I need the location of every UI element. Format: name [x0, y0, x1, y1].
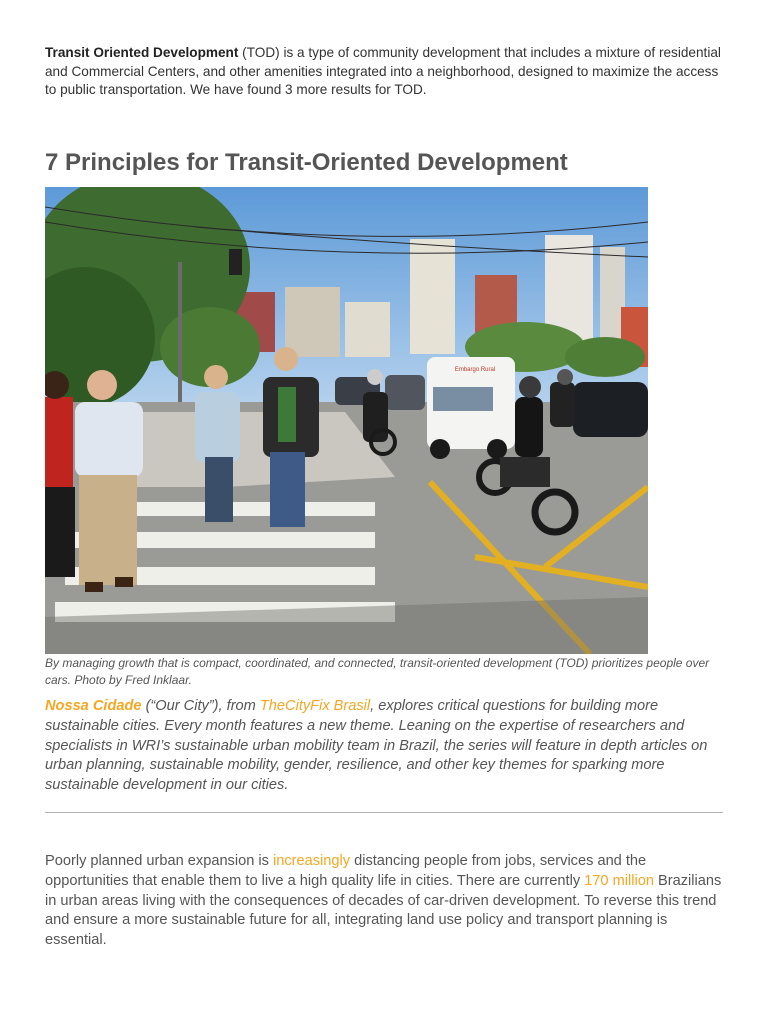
intro-text: (TOD) is a type of community development that includes a mixture of residential and Commercial Centers, and other amenities integrated into a neighborhood, designed to maximize the access to public transportation. We have found 3 more results for TOD. — [45, 45, 721, 97]
street-scene-image — [45, 187, 648, 654]
intro-term: Transit Oriented Development — [45, 45, 239, 60]
series-text-2: , explores critical questions for building more sustainable cities. Every month features a new theme. Leaning on the expertise of researchers and specialists in WRI’s sustainable urban mobility team in Brazil, the series will feature in depth articles on urban planning, sustainable mobility, gender, resilience, and other key themes for sparking more sustainable development in our cities. — [45, 698, 708, 794]
traffic-light — [229, 249, 242, 275]
intro-paragraph — [45, 44, 725, 100]
body-paragraph — [45, 852, 725, 951]
increasingly-link[interactable]: increasingly — [272, 853, 351, 869]
white-truck — [427, 357, 515, 459]
series-intro — [45, 697, 725, 796]
divider — [45, 812, 723, 813]
article-photo — [45, 187, 648, 654]
body-text-2: distancing people from jobs, services and the opportunities that enable them to live a high quality life in cities. There are currently — [45, 853, 647, 889]
series-brand-link[interactable]: Nossa Cidade — [45, 698, 142, 714]
body-text-1: Poorly planned urban expansion is — [45, 853, 273, 869]
light-pole — [178, 262, 182, 412]
thecityfix-brasil-link[interactable]: TheCityFix Brasil — [259, 698, 371, 714]
170-million-link[interactable]: 170 million — [584, 872, 654, 889]
series-text-1: (“Our City”), from — [141, 698, 260, 714]
truck-sign: Embargo Rural — [454, 367, 496, 373]
body-text-3: Brazilians in urban areas living with the consequences of decades of car-driven development. To reverse this trend and ensure a more sustainable future for all, integrating land use policy and transport planning is essential. — [45, 872, 722, 949]
sidewalk — [105, 412, 395, 487]
article-title: 7 Principles for Transit-Oriented Development — [45, 149, 568, 176]
photo-caption: By managing growth that is compact, coordinated, and connected, transit-oriented development (TOD) prioritizes people over cars. Photo by Fred Inklaar. — [45, 656, 710, 687]
